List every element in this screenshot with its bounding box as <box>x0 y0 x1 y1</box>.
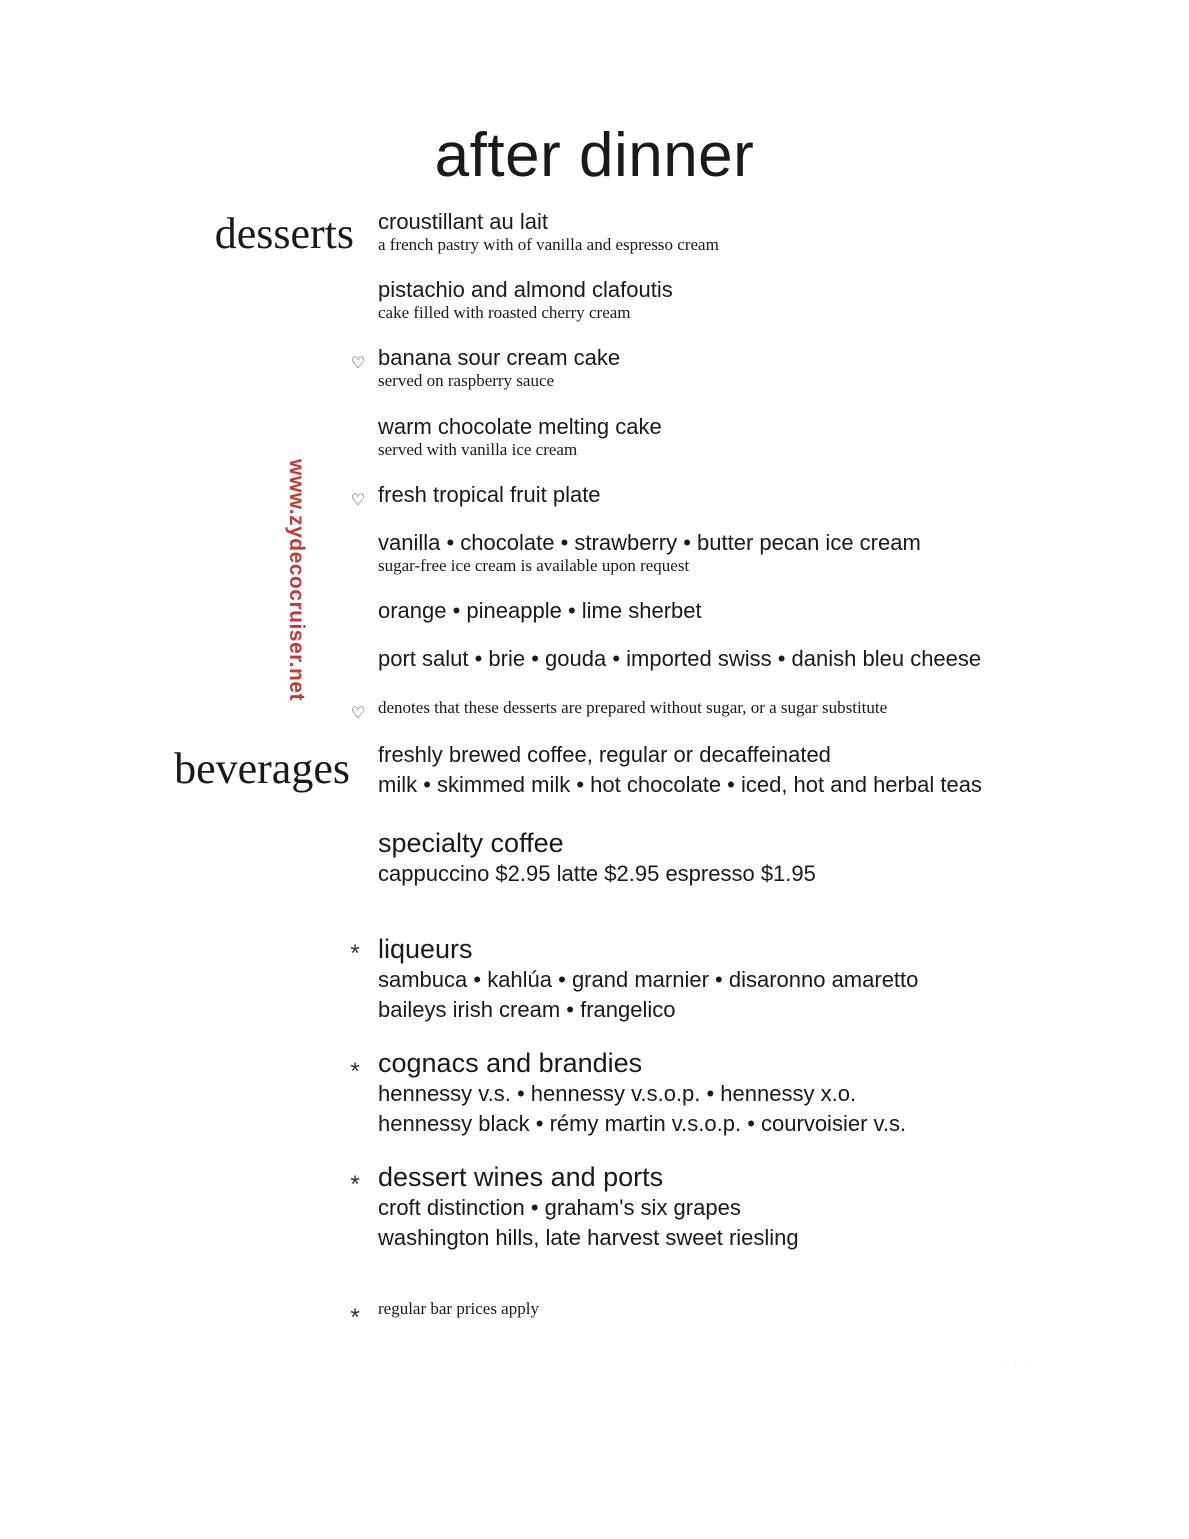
heart-icon: ♡ <box>350 705 366 722</box>
asterisk-icon: * <box>350 1058 360 1085</box>
dessert-wines <box>378 1161 799 1253</box>
page-title: after dinner <box>434 121 755 190</box>
cognacs-heading: cognacs and brandies <box>378 1048 643 1078</box>
dessert-desc: served on raspberry sauce <box>378 371 555 390</box>
basic-beverages <box>378 740 982 800</box>
dessert-item <box>378 530 921 575</box>
wine-line: croft distinction • graham's six grapes <box>378 1195 741 1220</box>
liqueur-line: baileys irish cream • frangelico <box>378 997 676 1022</box>
specialty-heading: specialty coffee <box>378 828 564 858</box>
desserts-label: desserts <box>214 209 354 258</box>
dessert-name: port salut • brie • gouda • imported swiss • danish bleu cheese <box>378 646 982 671</box>
asterisk-icon: * <box>350 940 360 967</box>
dessert-name: warm chocolate melting cake <box>378 414 662 439</box>
asterisk-icon: * <box>350 1304 360 1331</box>
watermark: www.zydecocruiser.net <box>285 459 308 701</box>
dessert-name: banana sour cream cake <box>378 345 621 370</box>
beverages-label: beverages <box>174 744 350 793</box>
dessert-item <box>378 414 662 459</box>
heart-icon: ♡ <box>350 492 366 509</box>
dessert-desc: served with vanilla ice cream <box>378 440 578 459</box>
dessert-name: fresh tropical fruit plate <box>378 482 601 507</box>
dessert-name: croustillant au lait <box>378 209 548 234</box>
liqueur-line: sambuca • kahlúa • grand marnier • disaronno amaretto <box>378 967 919 992</box>
specialty-coffee <box>378 827 816 889</box>
dessert-name: vanilla • chocolate • strawberry • butter pecan ice cream <box>378 530 921 555</box>
dessert-item <box>378 598 702 624</box>
beverage-line: milk • skimmed milk • hot chocolate • iced, hot and herbal teas <box>378 772 982 797</box>
dessert-item <box>378 646 981 672</box>
heart-icon: ♡ <box>350 355 366 372</box>
dessert-item <box>378 345 620 390</box>
dessert-item <box>378 209 719 254</box>
wine-line: washington hills, late harvest sweet riesling <box>378 1225 799 1250</box>
cognacs <box>378 1047 906 1139</box>
dessert-desc: sugar-free ice cream is available upon request <box>378 556 690 575</box>
dessert-item <box>378 482 601 508</box>
specialty-prices: cappuccino $2.95 latte $2.95 espresso $1.95 <box>378 861 816 886</box>
liqueurs <box>378 933 918 1025</box>
beverage-line: freshly brewed coffee, regular or decaffeinated <box>378 742 831 767</box>
dessert-name: pistachio and almond clafoutis <box>378 277 673 302</box>
cognac-line: hennessy black • rémy martin v.s.o.p. • courvoisier v.s. <box>378 1111 907 1136</box>
asterisk-icon: * <box>350 1171 360 1198</box>
dessert-name: orange • pineapple • lime sherbet <box>378 598 702 623</box>
scan-artifact: · · · <box>1002 1356 1033 1367</box>
bar-prices-note: regular bar prices apply <box>378 1299 539 1318</box>
cognac-line: hennessy v.s. • hennessy v.s.o.p. • hennessy x.o. <box>378 1081 857 1106</box>
dessert-item <box>378 277 673 322</box>
liqueurs-heading: liqueurs <box>378 934 473 964</box>
wines-heading: dessert wines and ports <box>378 1162 664 1192</box>
sugar-free-note: denotes that these desserts are prepared without sugar, or a sugar substitute <box>378 698 888 717</box>
dessert-desc: cake filled with roasted cherry cream <box>378 303 631 322</box>
dessert-desc: a french pastry with of vanilla and espresso cream <box>378 235 719 254</box>
